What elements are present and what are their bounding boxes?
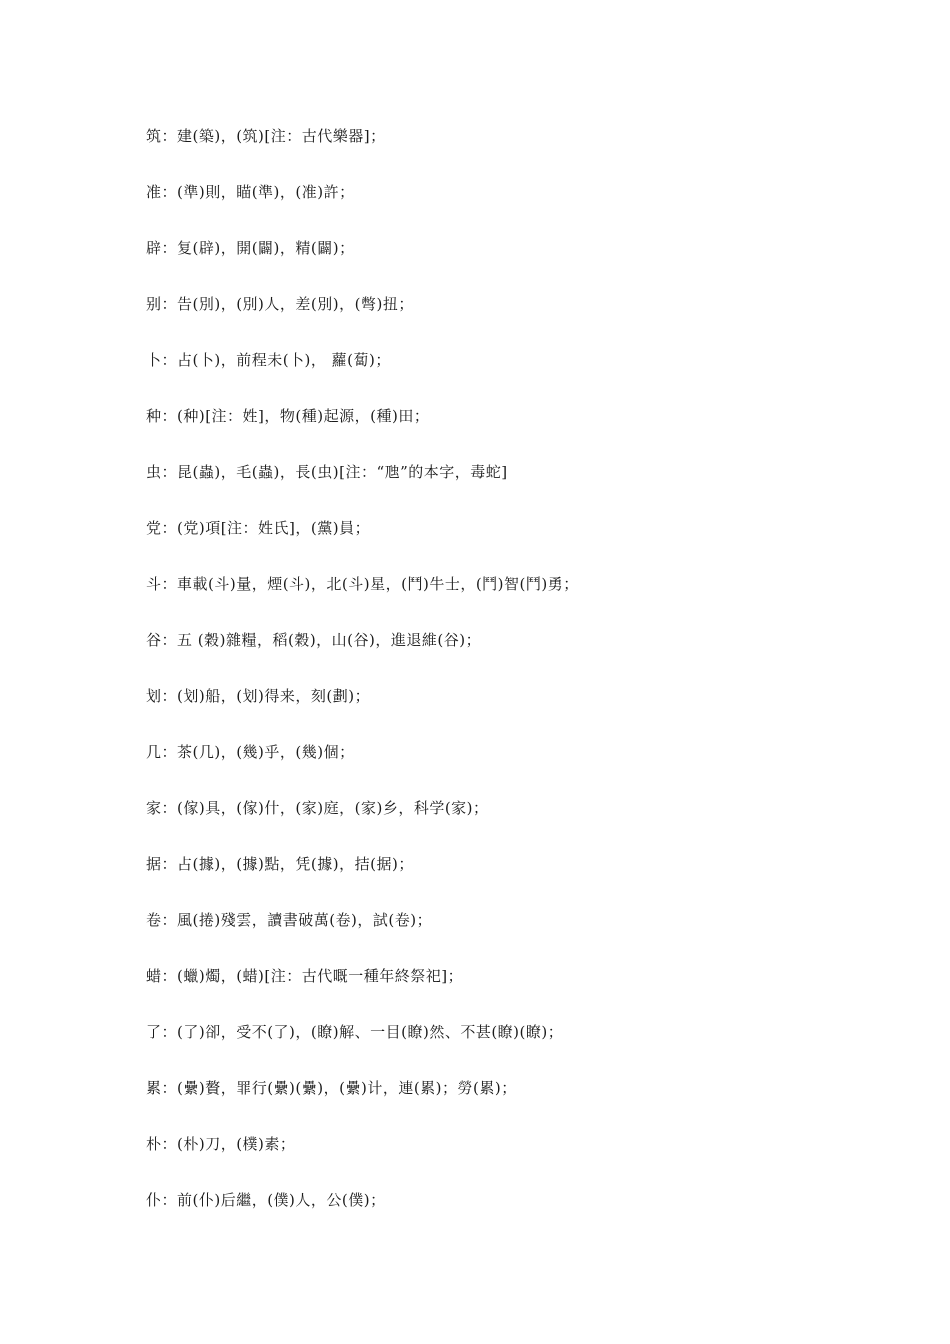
- entry-line: 准：(準)則，瞄(準)，(准)許；: [146, 183, 355, 201]
- entry-line: 累：(纍)贅，罪行(纍)(纍)，(纍)计，連(累)；勞(累)；: [146, 1079, 517, 1097]
- entry-line: 卷：風(捲)殘雲，讀書破萬(卷)，試(卷)；: [146, 911, 433, 929]
- entry-line: 了：(了)卻，受不(了)，(瞭)解、一目(瞭)然、不甚(瞭)(瞭)；: [146, 1023, 564, 1041]
- entry-line: 谷：五 (穀)雜糧，稻(穀)，山(谷)，進退維(谷)；: [146, 631, 482, 649]
- entry-line: 几：茶(几)，(幾)乎，(幾)個；: [146, 743, 355, 761]
- entry-line: 虫：昆(蟲)，毛(蟲)，長(虫)[注：“虺”的本字，毒蛇]: [146, 463, 508, 481]
- character-entry-list: [146, 122, 906, 1242]
- entry-line: 家：(傢)具，(傢)什，(家)庭，(家)乡，科学(家)；: [146, 799, 489, 817]
- entry-line: 种：(种)[注：姓]，物(種)起源，(種)田；: [146, 407, 430, 425]
- entry-line: 党：(党)項[注：姓氏]，(黨)員；: [146, 519, 371, 537]
- entry-line: 别：告(別)，(別)人，差(別)，(彆)扭；: [146, 295, 414, 313]
- entry-line: 筑：建(築)，(筑)[注：古代樂器]；: [146, 127, 386, 145]
- entry-line: 卜：占(卜)，前程未(卜)， 蘿(蔔)；: [146, 351, 391, 369]
- entry-line: 划：(划)船，(划)得来，刻(劃)；: [146, 687, 371, 705]
- entry-line: 辟：复(辟)，開(闢)，精(闢)；: [146, 239, 355, 257]
- entry-line: 仆：前(仆)后繼，(僕)人，公(僕)；: [146, 1191, 386, 1209]
- entry-line: 斗：車載(斗)量，煙(斗)，北(斗)星，(鬥)牛士，(鬥)智(鬥)勇；: [146, 575, 579, 593]
- entry-line: 朴：(朴)刀，(樸)素；: [146, 1135, 296, 1153]
- entry-line: 据：占(據)，(據)點，凭(據)，拮(据)；: [146, 855, 414, 873]
- entry-line: 蜡：(蠟)燭，(蜡)[注：古代嘅一種年終祭祀]；: [146, 967, 464, 985]
